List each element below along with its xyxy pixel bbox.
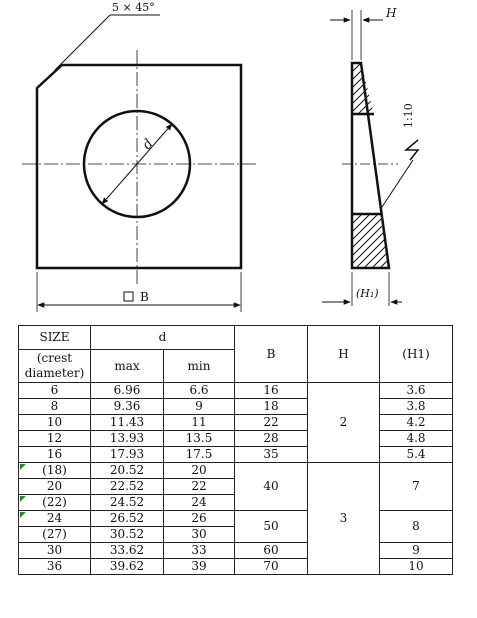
h1-cell: 8 xyxy=(380,511,453,543)
table-row xyxy=(19,399,453,415)
max-cell: 20.52 xyxy=(91,463,164,479)
table-row xyxy=(19,415,453,431)
max-cell: 13.93 xyxy=(91,431,164,447)
max-cell: 26.52 xyxy=(91,511,164,527)
table-row xyxy=(19,511,453,527)
h1-cell: 10 xyxy=(380,559,453,575)
h1-cell: 9 xyxy=(380,543,453,559)
max-cell: 24.52 xyxy=(91,495,164,511)
row-marker-icon xyxy=(20,512,26,518)
size-cell: 6 xyxy=(19,383,91,399)
max-header: max xyxy=(91,350,164,383)
min-cell: 30 xyxy=(164,527,235,543)
b-cell: 22 xyxy=(235,415,308,431)
square-symbol xyxy=(124,292,133,301)
min-cell: 20 xyxy=(164,463,235,479)
min-header: min xyxy=(164,350,235,383)
min-cell: 39 xyxy=(164,559,235,575)
table-row xyxy=(19,447,453,463)
table-row xyxy=(19,463,453,479)
b-cell: 70 xyxy=(235,559,308,575)
washer-outline xyxy=(37,65,241,268)
max-cell: 11.43 xyxy=(91,415,164,431)
b-cell: 35 xyxy=(235,447,308,463)
size-cell: 24 xyxy=(19,511,91,527)
b-cell: 28 xyxy=(235,431,308,447)
spec-body xyxy=(19,383,453,575)
h1-cell: 4.8 xyxy=(380,431,453,447)
b-header: B xyxy=(235,326,308,383)
table-row xyxy=(19,383,453,399)
size-cell: (18) xyxy=(19,463,91,479)
chamfer-leader xyxy=(55,15,110,70)
spec-table xyxy=(18,325,453,575)
min-cell: 26 xyxy=(164,511,235,527)
b-cell: 50 xyxy=(235,511,308,543)
max-cell: 39.62 xyxy=(91,559,164,575)
min-cell: 9 xyxy=(164,399,235,415)
d-header: d xyxy=(91,326,235,350)
max-cell: 17.93 xyxy=(91,447,164,463)
b-cell: 18 xyxy=(235,399,308,415)
row-marker-icon xyxy=(20,464,26,470)
min-cell: 11 xyxy=(164,415,235,431)
b-cell: 60 xyxy=(235,543,308,559)
b-cell: 16 xyxy=(235,383,308,399)
thickness-label: H xyxy=(386,6,397,20)
min-cell: 13.5 xyxy=(164,431,235,447)
h1-cell: 7 xyxy=(380,463,453,511)
size-cell: 10 xyxy=(19,415,91,431)
size-cell: (22) xyxy=(19,495,91,511)
b-cell: 40 xyxy=(235,463,308,511)
size-subheader: (crest diameter) xyxy=(19,350,91,383)
taper-label: 1:10 xyxy=(402,103,415,128)
size-cell: 8 xyxy=(19,399,91,415)
h1-cell: 3.8 xyxy=(380,399,453,415)
max-cell: 6.96 xyxy=(91,383,164,399)
taper-leader xyxy=(380,160,413,210)
h1-cell: 5.4 xyxy=(380,447,453,463)
taper-symbol xyxy=(406,140,418,160)
max-cell: 33.62 xyxy=(91,543,164,559)
size-cell: 12 xyxy=(19,431,91,447)
size-cell: 16 xyxy=(19,447,91,463)
row-marker-icon xyxy=(20,496,26,502)
width-label: B xyxy=(140,290,149,304)
table-row xyxy=(19,543,453,559)
h-cell: 2 xyxy=(308,383,380,463)
table-row xyxy=(19,431,453,447)
max-cell: 22.52 xyxy=(91,479,164,495)
size-cell: 20 xyxy=(19,479,91,495)
min-cell: 6.6 xyxy=(164,383,235,399)
h-cell: 3 xyxy=(308,463,380,575)
size-cell: 36 xyxy=(19,559,91,575)
h1-cell: 3.6 xyxy=(380,383,453,399)
size-cell: 30 xyxy=(19,543,91,559)
diameter-label: d xyxy=(139,136,157,153)
min-cell: 17.5 xyxy=(164,447,235,463)
max-cell: 30.52 xyxy=(91,527,164,543)
h1-label: (H₁) xyxy=(356,287,379,300)
table-row xyxy=(19,559,453,575)
min-cell: 22 xyxy=(164,479,235,495)
h1-cell: 4.2 xyxy=(380,415,453,431)
min-cell: 33 xyxy=(164,543,235,559)
size-cell: (27) xyxy=(19,527,91,543)
min-cell: 24 xyxy=(164,495,235,511)
size-header: SIZE xyxy=(19,326,91,350)
h-header: H xyxy=(308,326,380,383)
h1-header: (H1) xyxy=(380,326,453,383)
chamfer-label: 5 × 45° xyxy=(112,1,155,14)
max-cell: 9.36 xyxy=(91,399,164,415)
